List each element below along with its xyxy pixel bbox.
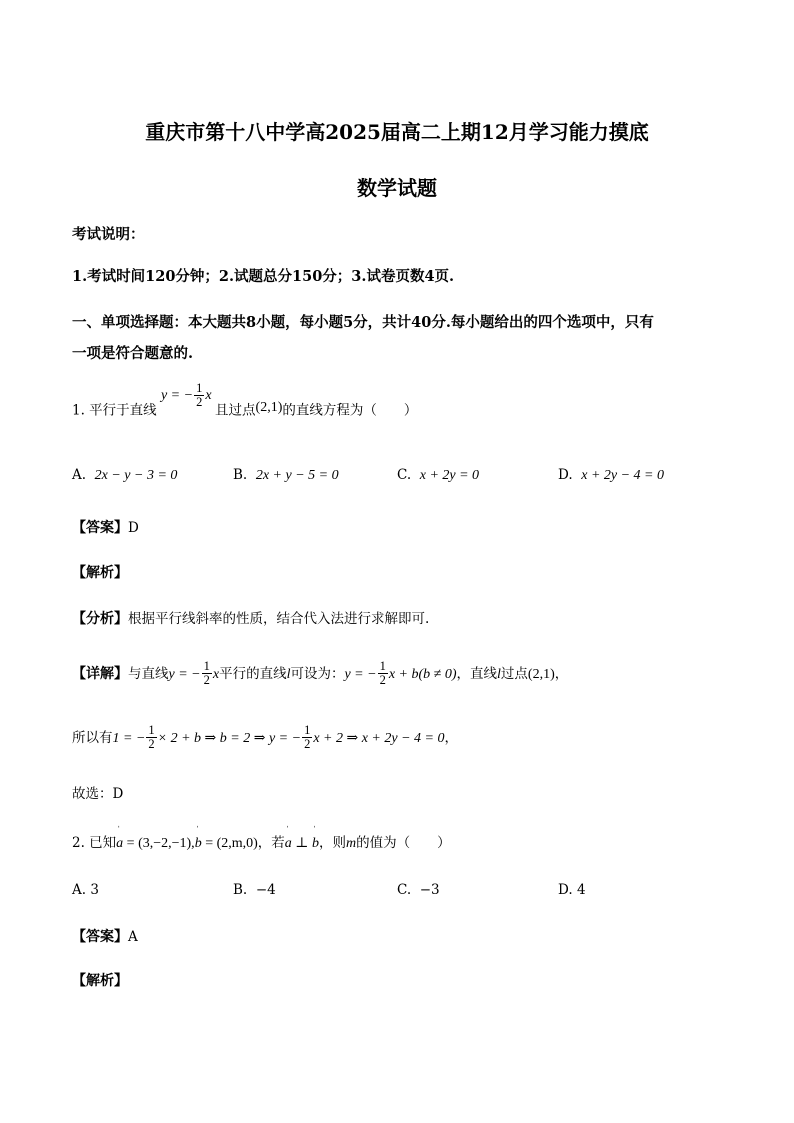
q2-stem: 2. 已知ˈ a = (3,−2,−1),ˈ b = (2,m,0)，若ˈ a ⊥ ˈ b，则m的值为（ ） <box>72 831 451 852</box>
q1-point: (2,1) <box>255 399 283 415</box>
q2-option-d: D. 4 <box>558 882 586 898</box>
q1-choose: 故选：D <box>72 786 124 802</box>
answer-tag: 【答案】 <box>72 520 128 536</box>
q2-answer: 【答案】A <box>72 929 138 945</box>
q2-option-a: A. 3 <box>72 882 99 898</box>
q1-option-b: B. 2x + y − 5 = 0 <box>233 467 339 483</box>
page-title: 重庆市第十八中学高2025届高二上期12月学习能力摸底 <box>145 120 649 144</box>
answer-value: D <box>128 520 139 536</box>
q1-detail-line2: 所以有1 = − $\frac{1}{2}$ × 2 + b ⇒ b = 2 ⇒ y = − $\frac{1}{2}$ x + 2 ⇒ x + 2y − 4 = 0， <box>72 723 458 751</box>
notes-line: 1.考试时间120分钟；2.试题总分150分；3.试卷页数4页. <box>72 268 455 285</box>
q2-option-c: C. −3 <box>397 882 440 898</box>
section-heading-line2: 一项是符合题意的. <box>72 345 194 362</box>
q1-option-d: D. x + 2y − 4 = 0 <box>558 467 665 483</box>
q1-detail-line1: 【详解】与直线y = − $\frac{1}{2}$ x平行的直线l可设为：y = − $\frac{1}{2}$ x + b(b ≠ 0)，直线l过点(2,1)， <box>72 659 569 687</box>
q1-stem <box>72 381 418 425</box>
vector-b: ˈ b <box>195 836 202 852</box>
q1-fenxi: 【分析】根据平行线斜率的性质，结合代入法进行求解即可. <box>72 611 430 627</box>
q1-option-a: A. 2x − y − 3 = 0 <box>72 467 178 483</box>
q1-prefix: 1. 平行于直线 <box>72 402 157 419</box>
q2-analysis-tag: 【解析】 <box>72 973 128 989</box>
q1-answer <box>72 517 139 537</box>
vector-a: ˈ a <box>116 836 123 852</box>
section-heading-line1: 一、单项选择题：本大题共8小题，每小题5分，共计40分.每小题给出的四个选项中，只有 <box>72 314 654 331</box>
q1-eq-var: x <box>205 387 212 403</box>
q1-mid: 且过点 <box>215 402 256 419</box>
q1-option-c: C. x + 2y = 0 <box>397 467 480 483</box>
q1-eq-fraction: $\frac{1}{2}$ <box>196 381 203 409</box>
q1-analysis-tag: 【解析】 <box>72 565 128 581</box>
q2-option-b: B. −4 <box>233 882 276 898</box>
q1-equation <box>160 381 215 409</box>
notes-heading: 考试说明： <box>72 226 145 243</box>
page-subtitle: 数学试题 <box>357 176 437 200</box>
q1-eq-lhs: y = − <box>160 387 194 403</box>
q1-suffix: 的直线方程为（ ） <box>282 402 418 419</box>
